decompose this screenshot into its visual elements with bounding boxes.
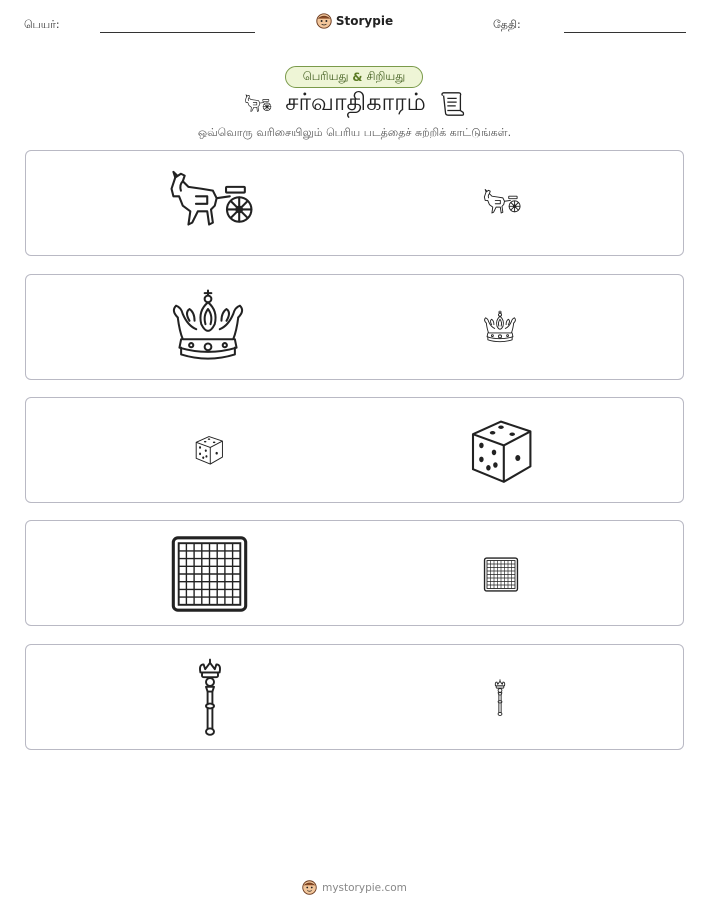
date-label: தேதி:	[493, 18, 521, 31]
footer-site[interactable]: mystorypie.com	[322, 881, 407, 894]
grid-board-small-icon[interactable]	[483, 557, 519, 592]
category-small-label: சிறியது	[366, 69, 406, 83]
comparison-row-dice	[25, 397, 684, 503]
comparison-row-scepter	[25, 644, 684, 750]
dice-large-icon[interactable]	[466, 414, 536, 488]
title-row	[0, 88, 709, 119]
footer	[0, 880, 709, 895]
brand-name: Storypie	[335, 14, 394, 28]
brand-logo	[0, 13, 709, 29]
category-big-label: பெரியது	[302, 69, 349, 83]
category-ampersand: &	[352, 70, 363, 84]
horse-carriage-large-icon[interactable]	[164, 167, 258, 235]
name-write-line[interactable]	[100, 32, 255, 33]
instruction-text: ஒவ்வொரு வரிசையிலும் பெரிய படத்தைச் சுற்றிக் காட்டுங்கள்.	[197, 126, 512, 139]
comparison-row-grid	[25, 520, 684, 626]
scepter-large-icon[interactable]	[194, 657, 226, 739]
scroll-icon	[438, 90, 466, 118]
horse-carriage-small-icon[interactable]	[481, 187, 523, 218]
comparison-row-crown	[25, 274, 684, 380]
page-title: சர்வாதிகாரம்	[285, 88, 426, 116]
grid-board-large-icon[interactable]	[171, 535, 248, 613]
date-write-line[interactable]	[564, 32, 686, 33]
horse-carriage-icon	[243, 92, 273, 116]
scepter-small-icon[interactable]	[492, 679, 508, 717]
storypie-mascot-icon	[316, 13, 332, 29]
dice-small-icon[interactable]	[193, 434, 225, 466]
name-label: பெயர்:	[24, 18, 60, 31]
comparison-row-carriage	[25, 150, 684, 256]
category-pill	[285, 66, 423, 88]
storypie-mascot-icon	[302, 880, 317, 895]
crown-small-icon[interactable]	[481, 309, 519, 344]
crown-large-icon[interactable]	[166, 287, 250, 363]
